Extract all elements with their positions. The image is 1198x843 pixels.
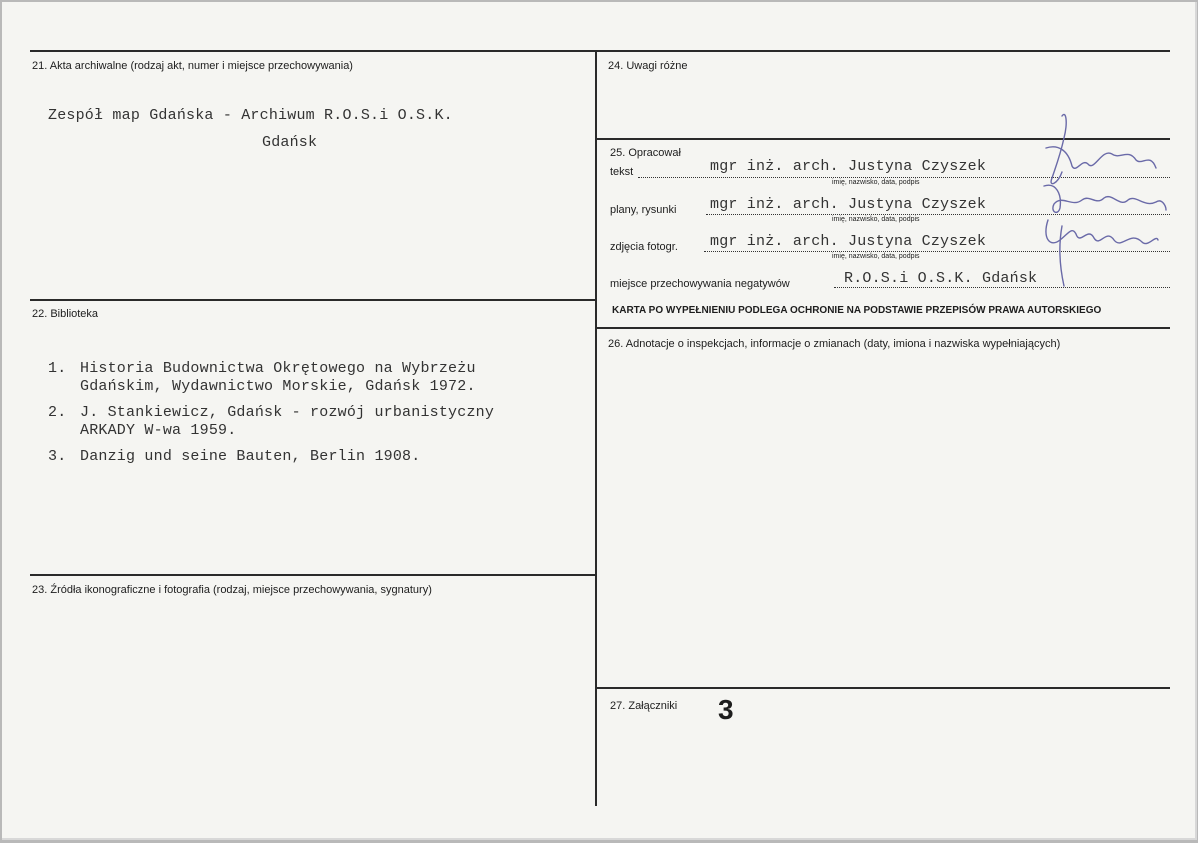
field-caption: imię, nazwisko, data, podpis bbox=[832, 216, 920, 223]
section-22-label: 22. Biblioteka bbox=[32, 308, 99, 320]
archive-files-line-1: Zespół map Gdańska - Archiwum R.O.S.i O.S.K. bbox=[48, 107, 453, 124]
top-rule-right bbox=[596, 50, 1170, 52]
section-23-label: 23. Źródła ikonograficzne i fotografia (rodzaj, miejsce przechowywania, sygnatury) bbox=[32, 584, 432, 596]
section-25-label: 25. Opracował bbox=[610, 147, 681, 159]
record-card bbox=[2, 2, 1197, 840]
rule-22-23 bbox=[30, 574, 596, 576]
row-label-drawings: plany, rysunki bbox=[610, 204, 677, 216]
list-item-number: 1. bbox=[48, 360, 67, 377]
author-photos-value: mgr inż. arch. Justyna Czyszek bbox=[710, 233, 987, 250]
row-label-photos: zdjęcia fotogr. bbox=[610, 241, 678, 253]
field-caption: imię, nazwisko, data, podpis bbox=[832, 253, 920, 260]
author-drawings-value: mgr inż. arch. Justyna Czyszek bbox=[710, 196, 987, 213]
section-24-label: 24. Uwagi różne bbox=[608, 60, 688, 72]
row-label-text: tekst bbox=[610, 166, 634, 178]
field-caption: imię, nazwisko, data, podpis bbox=[832, 179, 920, 186]
list-item-line-2: ARKADY W-wa 1959. bbox=[80, 422, 237, 439]
author-text-value: mgr inż. arch. Justyna Czyszek bbox=[710, 158, 987, 175]
top-rule-left bbox=[30, 50, 596, 52]
list-item-number: 2. bbox=[48, 404, 67, 421]
list-item-line-2: Gdańskim, Wydawnictwo Morskie, Gdańsk 1972. bbox=[80, 378, 476, 395]
center-divider bbox=[595, 50, 597, 806]
copyright-note: KARTA PO WYPEŁNIENIU PODLEGA OCHRONIE NA PODSTAWIE PRZEPISÓW PRAWA AUTORSKIEGO bbox=[612, 305, 1102, 316]
rule-25-26 bbox=[596, 327, 1170, 329]
section-27-label: 27. Załączniki bbox=[610, 700, 678, 712]
handwritten-signature bbox=[1032, 108, 1172, 308]
section-21-label: 21. Akta archiwalne (rodzaj akt, numer i miejsce przechowywania) bbox=[32, 60, 353, 72]
list-item-number: 3. bbox=[48, 448, 67, 465]
rule-21-22 bbox=[30, 299, 596, 301]
section-26-label: 26. Adnotacje o inspekcjach, informacje o zmianach (daty, imiona i nazwiska wypełniających) bbox=[608, 338, 1061, 350]
rule-26-27 bbox=[596, 687, 1170, 689]
attachments-count: 3 bbox=[718, 694, 734, 725]
list-item-line-1: Historia Budownictwa Okrętowego na Wybrzeżu bbox=[80, 360, 476, 377]
negatives-label: miejsce przechowywania negatywów bbox=[610, 278, 790, 290]
list-item-line-1: J. Stankiewicz, Gdańsk - rozwój urbanistyczny bbox=[80, 404, 495, 421]
list-item-line-1: Danzig und seine Bauten, Berlin 1908. bbox=[80, 448, 421, 465]
archive-files-line-2: Gdańsk bbox=[262, 134, 318, 151]
negatives-value: R.O.S.i O.S.K. Gdańsk bbox=[844, 270, 1038, 287]
